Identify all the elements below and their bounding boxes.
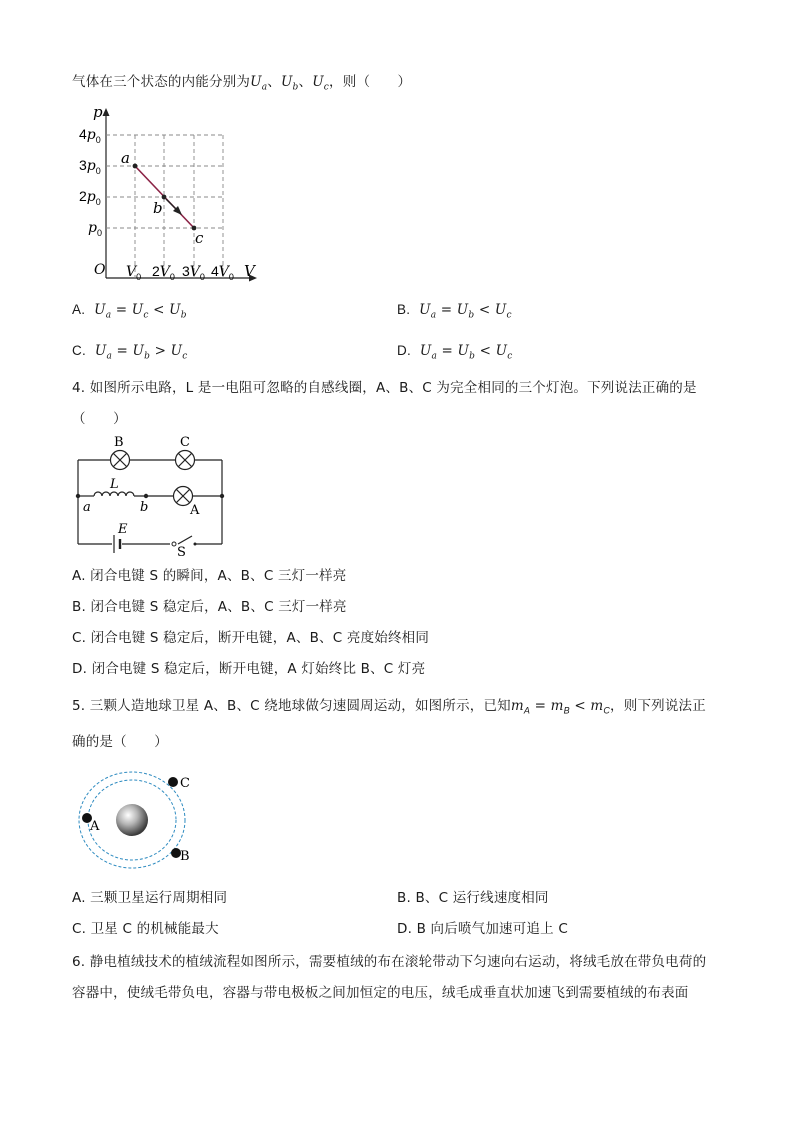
q3-option-b[interactable]: B. $U_a = U_b < U_c$ [397, 302, 512, 321]
bulb-C [176, 451, 195, 470]
q5-stem-line1: 5. 三颗人造地球卫星 A、B、C 绕地球做匀速圆周运动，如图所示，已知$m_A = m_B < m_C$，则下列说法正 [72, 698, 706, 716]
q3-option-c[interactable]: C. $U_a = U_b > U_c$ [72, 343, 188, 362]
q5-option-c[interactable]: C. 卫星 C 的机械能最大 [72, 921, 219, 937]
y-axis-arrow [103, 108, 110, 116]
q5-stem-line2: 确的是（ ） [72, 734, 168, 750]
label-c: c [195, 229, 204, 247]
mass-relation: $m_A = m_B < m_C$ [510, 698, 611, 716]
inductor-coil [94, 492, 134, 496]
label-emf-E: E [118, 522, 128, 537]
label-bulb-B: B [114, 435, 124, 450]
q4-stem-line2: （ ） [72, 411, 127, 427]
q3-option-d[interactable]: D. $U_a = U_b < U_c$ [397, 343, 513, 362]
q5-option-d[interactable]: D. B 向后喷气加速可追上 C [397, 921, 568, 937]
label-satellite-B: B [180, 849, 190, 864]
switch-contact-left [172, 542, 176, 546]
u-c: $U_c$ [312, 74, 330, 93]
u-b: $U_b$ [280, 74, 299, 93]
x-tick-3v0: $3V_0$ [182, 263, 205, 282]
x-tick-4v0: $4V_0$ [211, 263, 234, 282]
label-node-b: b [140, 500, 149, 515]
y-tick-4p0: $4p_0$ [79, 126, 101, 145]
label-a: a [121, 149, 130, 167]
y-tick-p0: $p_0$ [88, 220, 102, 238]
x-tick-2v0: $2V_0$ [152, 263, 175, 282]
label-bulb-C: C [180, 435, 190, 450]
x-axis-label: V [244, 262, 255, 280]
junction-right [220, 494, 224, 498]
earth [116, 804, 148, 836]
q4-option-c[interactable]: C. 闭合电键 S 稳定后，断开电键，A、B、C 亮度始终相同 [72, 630, 430, 646]
circuit-diagram [70, 432, 240, 557]
q5-option-a[interactable]: A. 三颗卫星运行周期相同 [72, 890, 228, 906]
point-a [133, 164, 138, 169]
y-tick-3p0: $3p_0$ [79, 157, 101, 176]
x-tick-v0: $V_0$ [126, 264, 142, 282]
q4-option-a[interactable]: A. 闭合电键 S 的瞬间，A、B、C 三灯一样亮 [72, 568, 347, 584]
q4-option-b[interactable]: B. 闭合电键 S 稳定后，A、B、C 三灯一样亮 [72, 599, 347, 615]
q3-stem-end: ，则（ ） [329, 74, 412, 90]
q4-stem-line1: 4. 如图所示电路，L 是一电阻可忽略的自感线圈，A、B、C 为完全相同的三个灯泡。下列说法正确的是 [72, 380, 697, 396]
label-switch-S: S [177, 545, 186, 557]
q3-stem: 气体在三个状态的内能分别为$U_a$、$U_b$、$U_c$，则（ ） [72, 74, 412, 93]
bulb-B [111, 451, 130, 470]
label-node-a: a [83, 500, 91, 515]
q6-stem-line2: 容器中，使绒毛带负电，容器与带电极板之间加恒定的电压，绒毛成垂直状加速飞到需要植绒的布表面 [72, 985, 689, 1001]
junction-b [144, 494, 148, 498]
label-satellite-C: C [180, 776, 190, 791]
label-bulb-A: A [190, 503, 200, 518]
q6-stem-line1: 6. 静电植绒技术的植绒流程如图所示，需要植绒的布在滚轮带动下匀速向右运动，将绒毛放在带负电荷的 [72, 954, 707, 970]
y-tick-2p0: $2p_0$ [79, 188, 101, 207]
satellite-C [168, 777, 178, 787]
label-satellite-A: A [90, 819, 100, 834]
label-b: b [153, 199, 163, 217]
q3-option-a[interactable]: A. $U_a = U_c < U_b$ [72, 302, 187, 321]
origin-label: O [94, 262, 106, 278]
q4-option-d[interactable]: D. 闭合电键 S 稳定后，断开电键，A 灯始终比 B、C 灯亮 [72, 661, 426, 677]
u-a: $U_a$ [250, 74, 268, 93]
y-axis-label: p [93, 103, 103, 121]
label-inductor-L: L [110, 477, 119, 492]
satellite-diagram [76, 764, 226, 879]
q3-stem-text: 气体在三个状态的内能分别为 [72, 74, 251, 90]
q5-option-b[interactable]: B. B、C 运行线速度相同 [397, 890, 549, 906]
junction-a [76, 494, 80, 498]
switch-contact-right [194, 543, 197, 546]
pv-graph [60, 100, 290, 290]
